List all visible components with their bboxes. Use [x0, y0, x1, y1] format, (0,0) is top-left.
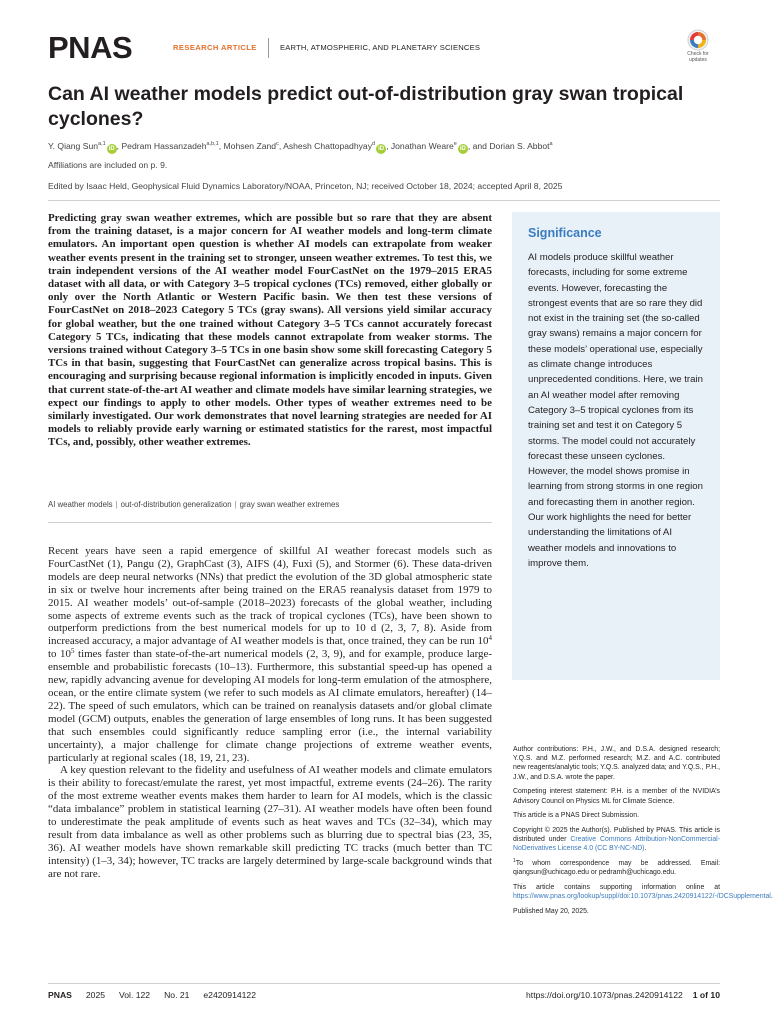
abstract: Predicting gray swan weather extremes, which are possible but so rare that they are absent from the training dataset, is a major concern for AI weather models and long-term climate emulators. An important open question is whether AI models can extrapolate from weaker weather events present in the training set to stronger, unseen weather extremes. To test this, we train independent versions of the AI weather model FourCastNet on the 1979–2015 ERA5 dataset with all data, or with Category 3–5 tropical cyclones (TCs) removed, either globally or only over the North Atlantic or Western Pacific basin. We then test these versions of FourCastNet on 2018–2023 Category 5 TCs (gray swans). All versions yield similar accuracy for global weather, but the one trained without Category 3–5 TCs cannot accurately forecast Category 5 TCs, indicating that these models cannot extrapolate from weaker storms. The versions trained without Category 3–5 TCs in one basin show some skill forecasting Category 5 TCs in that basin, suggesting that FourCastNet can generalize across tropical basins. This is encouraging and surprising because regional information is implicitly encoded in inputs. Given that current state-of-the-art AI weather and climate models have similar learning strategies, we expect our findings to apply to other models. Other types of weather extremes need to be similarly investigated. Our work demonstrates that novel learning strategies are needed for AI models to reliably provide early warning or estimated statistics for the rarest, most impactful TCs, and, possibly, other weather extremes.	[48, 212, 492, 449]
orcid-icon[interactable]: iD	[378, 146, 385, 152]
header-divider	[268, 38, 269, 58]
footer-number: No. 21	[164, 990, 190, 1000]
footer-citation	[48, 990, 270, 1000]
doi-link[interactable]: https://doi.org/10.1073/pnas.2420914122	[526, 990, 683, 1000]
orcid-icon[interactable]: iD	[459, 146, 466, 152]
divider	[48, 522, 492, 523]
keyword: out-of-distribution generalization	[120, 500, 232, 509]
keyword: gray swan weather extremes	[239, 500, 340, 509]
side-notes	[513, 745, 773, 922]
author-affiliation-marker: e	[453, 141, 457, 147]
author-name[interactable]: Jonathan Weare	[390, 141, 454, 151]
competing-interest: Competing interest statement: P.H. is a member of the NVIDIA’s Advisory Council on Physics ML for Climate Science.	[513, 788, 720, 805]
article-title: Can AI weather models predict out-of-distribution gray swan tropical cyclones?	[48, 83, 684, 130]
editor-line: Edited by Isaac Held, Geophysical Fluid Dynamics Laboratory/NOAA, Princeton, NJ; received October 18, 2024; accepted April 8, 2025	[48, 181, 563, 191]
journal-logo[interactable]: PNAS	[48, 30, 133, 65]
author-list: Y. Qiang Sun$^{a,1}$iD , Pedram Hassanzadeh$^{a,b,1}$, Mohsen Zand$^c$, Ashesh Chattopadhyay$^d$iD , Jonathan Weare$^e$iD , and Dorian S. Abbot$^a$	[48, 141, 553, 152]
significance-box	[512, 212, 720, 680]
keyword: AI weather models	[48, 500, 113, 509]
body-paragraph: Recent years have seen a rapid emergence of skillful AI weather forecast models such as FourCastNet (1), Pangu (2), GraphCast (3), AIFS (4), Fuxi (5), and Stormer (6). These data-driven models are deep neural networks (NNs) that predict the evolution of the 3D global atmospheric state in six or twelve hour increments after being trained on the ERA5 reanalysis dataset from 1979 to 2015. AI weather models’ out-of-sample (2018–2023) forecasts of the global weather, including some aspects of extreme events such as the track of tropical cyclones (TCs), have been shown to outperform predictions from the best numerical models for up to 10 d (2, 3, 7, 8). Aside from increased accuracy, a major advantage of AI weather models is that, once trained, they can be run $10^4$ to $10^5$ times faster than state-of-the-art numerical models (2, 3, 9), and for example, produce large-ensemble and probabilistic forecasts (10–13). Furthermore, this substantial speed-up has opened a new, rapidly advancing avenue for developing AI models for long-term emulation of the atmosphere, ocean, or the entire climate system (we refer to such models as AI climate emulators, hereafter) (14–22). The speed of such emulators, which can be trained on reanalysis datasets and/or global climate model (GCM) outputs, enables the generation of large ensembles of long runs. It has been suggested that such ensembles could significantly reduce sampling error (i.e., the internal variability uncertainty), a major challenge for climate change projections of extreme weather events, particularly at regional scales (18, 19, 21, 23).	[48, 545, 492, 764]
badge-line-1: Check for	[687, 51, 709, 57]
keywords	[48, 500, 492, 509]
footer-year: 2025	[85, 990, 106, 1000]
author-name[interactable]: Dorian S. Abbot	[489, 141, 550, 151]
keyword-separator: |	[115, 500, 118, 509]
article-type-label: RESEARCH ARTICLE	[173, 43, 257, 52]
author-affiliation-marker: d	[372, 141, 376, 147]
published-date: Published May 20, 2025.	[513, 907, 589, 915]
correspondence-note: $^1$To whom correspondence may be addressed. Email: qiangsun@uchicago.edu or pedramh@uchicago.edu.	[513, 858, 720, 877]
keyword-separator: |	[234, 500, 237, 509]
author-contributions: Author contributions: P.H., J.W., and D.S.A. designed research; Y.Q.S. and M.Z. performed research; M.Z. and A.C. contributed new reagents/analytic tools; Y.Q.S. analyzed data; and Y.Q.S., P.H., J.W., and D.S.A. wrote the paper.	[513, 746, 720, 781]
page-header	[48, 28, 720, 68]
supporting-info-link[interactable]: https://www.pnas.org/lookup/suppl/doi:10.1073/pnas.2420914122/-/DCSupplemental	[513, 893, 771, 901]
license-link[interactable]: Creative Commons Attribution-NonCommercial-NoDerivatives License 4.0 (CC BY-NC-ND)	[513, 836, 721, 853]
section-label: EARTH, ATMOSPHERIC, AND PLANETARY SCIENCES	[280, 43, 481, 52]
author-affiliation-marker: a,b,1	[206, 141, 219, 147]
body-paragraph: A key question relevant to the fidelity and usefulness of AI weather models and climate emulators is their ability to forecast/emulate the rarest, yet most impactful, extreme events (24–26). The rarity of the most extreme weather events makes them harder to learn for AI models, which is the classic “data imbalance” problem in statistical learning (27–31). AI weather models have often been found to underestimate the peak amplitude of events such as heat waves and TCs (32–34), which may result from data imbalance as well as other problems such as blurring due to spectral bias (23, 35, 36). AI weather models have shown remarkable skill predicting TC tracks (much better than TC intensity) (1–3, 34); however, TC tracks are largely determined by large-scale background winds that are not rare.	[48, 764, 492, 880]
author-name[interactable]: Pedram Hassanzadeh	[121, 141, 207, 151]
submission-note: This article is a PNAS Direct Submission.	[513, 812, 639, 820]
affiliations-note: Affiliations are included on p. 9.	[48, 160, 168, 170]
significance-text: AI models produce skillful weather forecasts, including for some extreme events. However, forecasting the strongest events that are so rare they did not exist in the training set (the so-called gray swans) remains a major concern for these models’ operational use, especially as climate change introduces unprecedented conditions. Here, we train an AI weather model after removing Category 3–5 tropical cyclones from its training set and test it on Category 5 storms. The model could not accurately forecast these unseen cyclones. However, the model shows promise in learning from strong storms in one region and forecasting them in another region. Our work highlights the need for better understanding the limitations of AI weather models and innovations to improve them.	[528, 252, 703, 569]
check-for-updates-badge[interactable]	[676, 29, 720, 67]
author-affiliation-marker: c	[276, 141, 279, 147]
badge-line-2: updates	[689, 57, 707, 63]
body-text	[48, 545, 492, 881]
copyright-note: Copyright © 2025 the Author(s). Published by PNAS. This article is distributed under Creative Commons Attribution-NonCommercial-NoDerivatives License 4.0 (CC BY-NC-ND).	[513, 826, 721, 853]
footer-doi-block	[526, 990, 720, 1000]
author-name[interactable]: Ashesh Chattopadhyay	[283, 141, 372, 151]
author-affiliation-marker: a,1	[98, 141, 106, 147]
author-name[interactable]: Mohsen Zand	[223, 141, 277, 151]
footer-article-id: e2420914122	[203, 990, 256, 1000]
divider	[48, 983, 720, 984]
author-name[interactable]: Y. Qiang Sun	[48, 141, 99, 151]
supporting-info-note: This article contains supporting information online at https://www.pnas.org/lookup/suppl/doi:10.1073/pnas.2420914122/-/DCSupplemental.	[513, 883, 773, 901]
author-affiliation-marker: a	[549, 141, 553, 147]
footer-volume: Vol. 122	[119, 990, 151, 1000]
orcid-icon[interactable]: iD	[108, 146, 115, 152]
significance-title: Significance	[528, 226, 602, 240]
divider	[48, 200, 720, 201]
page-count: 1 of 10	[692, 990, 720, 1000]
check-for-updates-icon	[687, 29, 709, 51]
footer-journal: PNAS	[48, 990, 72, 1000]
